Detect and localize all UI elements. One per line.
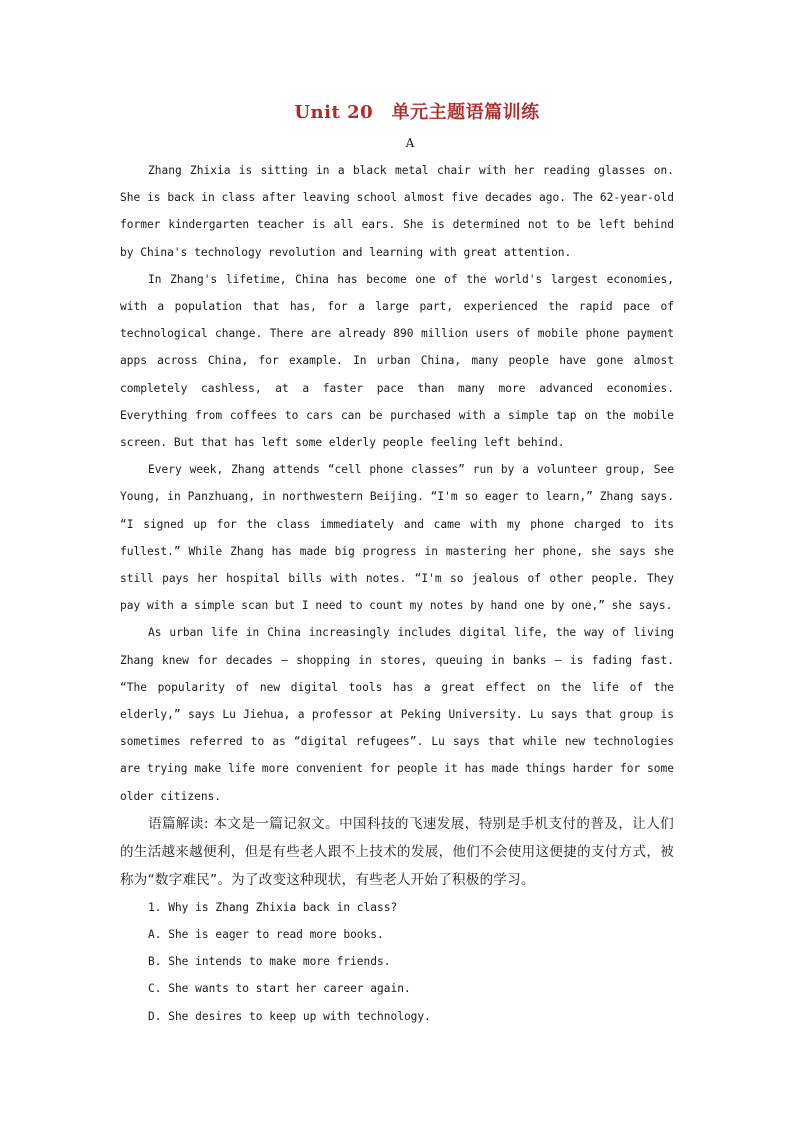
question-stem: 1. Why is Zhang Zhixia back in class?: [148, 900, 398, 914]
answer-option: B. She intends to make more friends.: [148, 955, 391, 969]
passage-paragraph: As urban life in China increasingly includes digital life, the way of living Zhang knew for decades — shopping in stores, queuing in banks — is fading fast. “The popularity of new digital tools has a great effect on the life of the elderly,” says Lu Jiehua, a professor at Peking University. Lu says that group is sometimes referred to as “digital refugees”. Lu says that while new technologies are trying make life more convenient for people it has made things harder for some older citizens.: [120, 626, 674, 803]
document-body: [120, 157, 674, 1030]
passage-paragraph: Every week, Zhang attends “cell phone classes” run by a volunteer group, See Young, in Panzhuang, in northwestern Beijing. “I'm so eager to learn,” Zhang says. “I signed up for the class immediately and came with my phone charged to its fullest.” While Zhang has made big progress in mastering her phone, she says she still pays her hospital bills with notes. “I'm so jealous of other people. They pay with a simple scan but I need to count my notes by hand one by one,” she says.: [120, 463, 674, 613]
passage-paragraph: Zhang Zhixia is sitting in a black metal chair with her reading glasses on. She is back in class after leaving school almost five decades ago. The 62-year-old former kindergarten teacher is all ears. She is determined not to be left behind by China's technology revolution and learning with great attention.: [120, 164, 674, 259]
answer-option: C. She wants to start her career again.: [148, 982, 411, 996]
page-title: Unit 20 单元主题语篇训练: [294, 102, 540, 123]
passage-analysis: 语篇解读: 本文是一篇记叙文。中国科技的飞速发展，特别是手机支付的普及，让人们的生活越来越便利，但是有些老人跟不上技术的发展，他们不会使用这便捷的支付方式，被称为“数字难民”。为了改变这种现状，有些老人开始了积极的学习。: [120, 815, 674, 888]
passage-paragraph: In Zhang's lifetime, China has become one of the world's largest economies, with a population that has, for a large part, experienced the rapid pace of technological change. There are already 890 million users of mobile phone payment apps across China, for example. In urban China, many people have gone almost completely cashless, at a faster pace than many more advanced economies. Everything from coffees to cars can be purchased with a simple tap on the mobile screen. But that has left some elderly people feeling left behind.: [120, 272, 674, 450]
answer-option: D. She desires to keep up with technology.: [148, 1009, 431, 1023]
answer-option: A. She is eager to read more books.: [148, 928, 384, 942]
section-label: A: [405, 136, 415, 150]
